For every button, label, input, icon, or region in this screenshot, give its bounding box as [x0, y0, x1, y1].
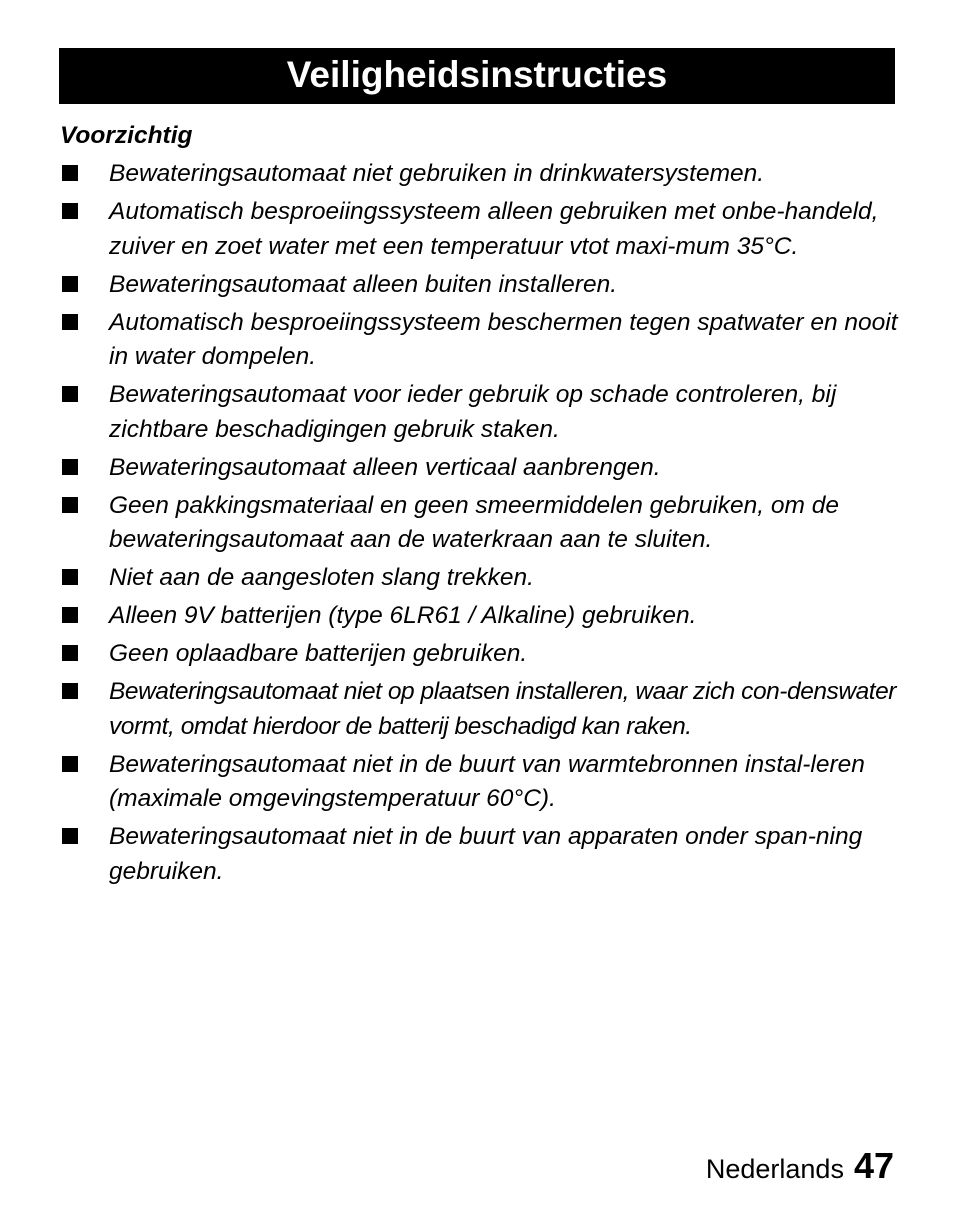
safety-instruction-list	[60, 157, 900, 893]
page-title: Veiligheidsinstructies	[286, 53, 668, 95]
square-bullet-icon	[62, 203, 78, 219]
list-item-text: Bewateringsautomaat niet gebruiken in drinkwatersystemen.	[109, 160, 765, 187]
list-item	[60, 820, 900, 889]
list-item-text: Bewateringsautomaat niet in de buurt van apparaten onder span-ning gebruiken.	[109, 823, 863, 885]
square-bullet-icon	[62, 386, 78, 402]
square-bullet-icon	[62, 645, 78, 661]
square-bullet-icon	[62, 569, 78, 585]
page-footer	[705, 1145, 894, 1186]
list-item-text: Geen oplaadbare batterijen gebruiken.	[109, 640, 528, 667]
list-item	[60, 748, 900, 817]
square-bullet-icon	[62, 497, 78, 513]
footer-language: Nederlands	[705, 1154, 844, 1184]
square-bullet-icon	[62, 165, 78, 181]
list-item	[60, 637, 900, 672]
list-item-text: Geen pakkingsmateriaal en geen smeermiddelen gebruiken, om de bewateringsautomaat aan de waterkraan aan te sluiten.	[109, 491, 839, 553]
list-item	[60, 378, 900, 447]
list-item-text: Bewateringsautomaat niet op plaatsen installeren, waar zich con-denswater vormt, omdat hierdoor de batterij beschadigd kan raken.	[109, 678, 897, 740]
list-item	[60, 451, 900, 486]
list-item	[60, 268, 900, 303]
list-item	[60, 675, 900, 744]
list-item-text: Bewateringsautomaat voor ieder gebruik op schade controleren, bij zichtbare beschadigingen gebruik staken.	[109, 381, 837, 443]
list-item	[60, 157, 900, 192]
square-bullet-icon	[62, 314, 78, 330]
list-item-text: Bewateringsautomaat niet in de buurt van warmtebronnen instal-leren (maximale omgevingstemperatuur 60°C).	[109, 750, 865, 812]
list-item	[60, 489, 900, 558]
list-item	[60, 561, 900, 596]
square-bullet-icon	[62, 607, 78, 623]
square-bullet-icon	[62, 459, 78, 475]
square-bullet-icon	[62, 756, 78, 772]
list-item-text: Alleen 9V batterijen (type 6LR61 / Alkaline) gebruiken.	[109, 602, 697, 629]
list-item-text: Bewateringsautomaat alleen verticaal aanbrengen.	[109, 453, 661, 481]
square-bullet-icon	[62, 276, 78, 292]
list-item-text: Automatisch besproeiingssysteem alleen gebruiken met onbe-handeld, zuiver en zoet water met een temperatuur vtot maxi-mum 35°C.	[109, 198, 879, 260]
list-item	[60, 306, 900, 375]
section-subhead: Voorzichtig	[60, 122, 193, 149]
title-bar	[59, 48, 895, 104]
list-item-text: Automatisch besproeiingssysteem beschermen tegen spatwater en nooit in water dompelen.	[109, 308, 898, 370]
list-item-text: Bewateringsautomaat alleen buiten installeren.	[109, 270, 618, 298]
list-item	[60, 599, 900, 634]
page-number: 47	[853, 1145, 894, 1186]
square-bullet-icon	[62, 828, 78, 844]
square-bullet-icon	[62, 683, 78, 699]
list-item	[60, 195, 900, 264]
list-item-text: Niet aan de aangesloten slang trekken.	[109, 564, 534, 591]
